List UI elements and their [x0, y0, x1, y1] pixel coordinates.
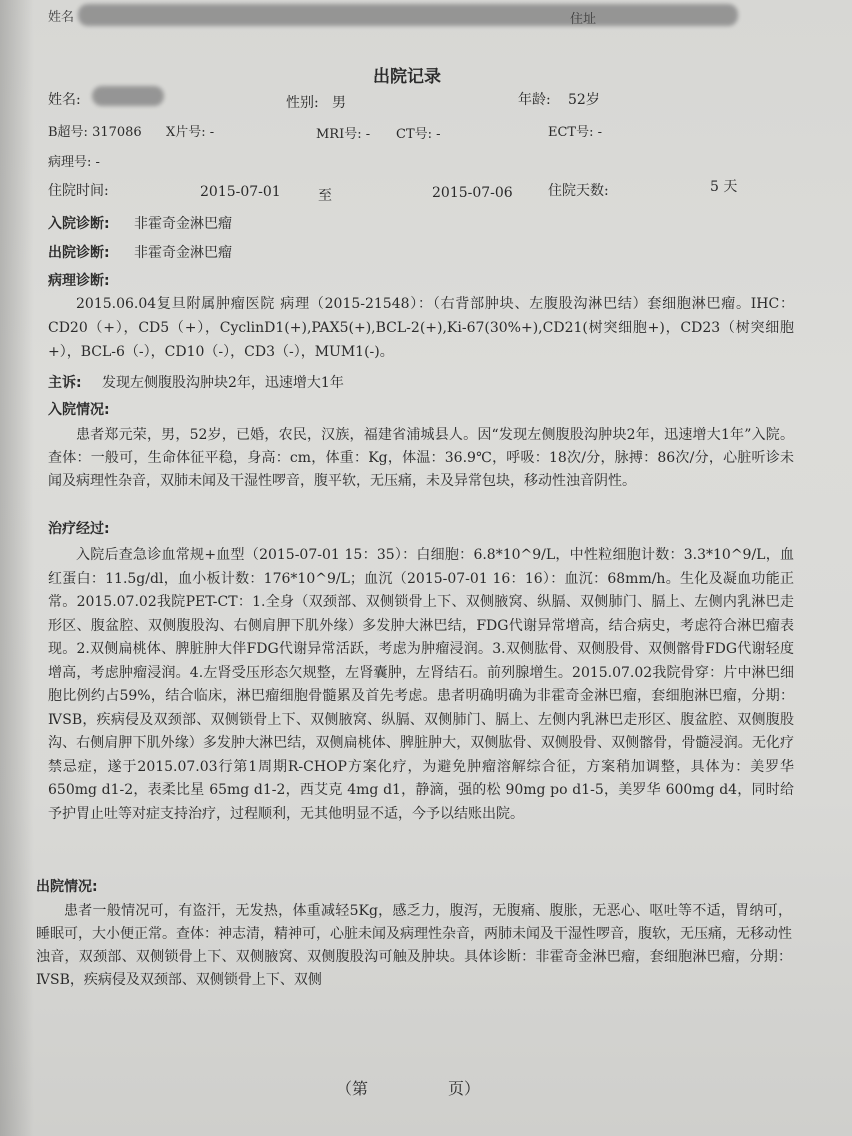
sex-value: 男	[332, 95, 346, 111]
pathology-id: 病理号: -	[48, 155, 100, 170]
admission-diagnosis-label: 入院诊断:	[48, 216, 110, 232]
admission-status-text: 患者郑元荣，男，52岁，已婚，农民，汉族，福建省浦城县人。因“发现左侧腹股沟肿块2年，迅速增大1年”入院。查体：一般可，生命体征平稳，身高：cm，体重：Kg，体温：36.9℃，呼吸：18次/分，脉搏：86次/分，心脏听诊未闻及病理性杂音，双肺未闻及干湿性啰音，腹平软，无压痛，未及异常包块，移动性浊音阴性。	[48, 427, 794, 489]
treatment-text: 入院后查急诊血常规+血型（2015-07-01 15：35）：白细胞：6.8*10^9/L，中性粒细胞计数：3.3*10^9/L，血红蛋白：11.5g/dl，血小板计数：176*10^9/L；血沉（2015-07-01 16：16）：血沉：68mm/h。生化及凝血功能正常。2015.07.02我院PET-CT：1.全身（双颈部、双侧锁骨上下、双侧腋窝、纵膈、双侧肺门、膈上、左侧内乳淋巴走形区、腹盆腔、双侧腹股沟、右侧肩胛下肌外缘）多发肿大淋巴结，FDG代谢异常增高，结合病史，考虑符合淋巴瘤表现。2.双侧扁桃体、脾脏肿大伴FDG代谢异常活跃，考虑为肿瘤浸润。3.双侧肱骨、双侧股骨、双侧髂骨FDG代谢轻度增高，考虑肿瘤浸润。4.左肾受压形态欠规整，左肾囊肿，左肾结石。前列腺增生。2015.07.02我院骨穿：片中淋巴细胞比例约占59%，结合临床，淋巴瘤细胞骨髓累及首先考虑。患者明确明确为非霍奇金淋巴瘤，套细胞淋巴瘤，分期：ⅣSB，疾病侵及双颈部、双侧锁骨上下、双侧腋窝、纵膈、双侧肺门、膈上、左侧内乳淋巴走形区、腹盆腔、双侧腹股沟、右侧肩胛下肌外缘）多发肿大淋巴结，双侧扁桃体、脾脏肿大，双侧肱骨、双侧股骨、双侧髂骨，骨髓浸润。无化疗禁忌症，遂于2015.07.03行第1周期R-CHOP方案化疗，为避免肿瘤溶解综合征，方案稍加调整，具体为：美罗华 650mg d1-2，表柔比星 65mg d1-2，西艾克 4mg d1，静滴，强的松 90mg po d1-5，美罗华 600mg d4，同时给予护胃止吐等对症支持治疗，过程顺利，无其他明显不适，今予以结账出院。	[48, 547, 794, 822]
top-name-label: 姓名	[48, 10, 75, 25]
treatment-label: 治疗经过:	[48, 521, 110, 537]
stay-label: 住院时间:	[48, 183, 109, 199]
pathology-diagnosis-label: 病理诊断:	[48, 273, 110, 289]
page-number-right: 页）	[448, 1079, 481, 1098]
chief-complaint-value: 发现左侧腹股沟肿块2年，迅速增大1年	[102, 375, 344, 391]
redacted-name	[92, 86, 164, 106]
age-value: 52岁	[568, 92, 600, 108]
redacted-top-line	[78, 4, 738, 26]
ect-id: ECT号: -	[548, 125, 603, 140]
scan-shadow	[0, 0, 34, 1136]
admission-diagnosis-value: 非霍奇金淋巴瘤	[134, 216, 232, 232]
xray-id: X片号: -	[166, 125, 215, 140]
discharge-status-text: 患者一般情况可，有盗汗，无发热，体重减轻5Kg，感乏力，腹泻，无腹痛、腹胀，无恶心、呕吐等不适，胃纳可，睡眠可，大小便正常。查体：神志清，精神可，心脏未闻及病理性杂音，两肺未闻及干湿性啰音，腹软，无压痛，无移动性浊音，双颈部、双侧锁骨上下、双侧腋窝、双侧腹股沟可触及肿块。具体诊断：非霍奇金淋巴瘤，套细胞淋巴瘤，分期：ⅣSB，疾病侵及双颈部、双侧锁骨上下、双侧	[36, 903, 792, 988]
admission-status-label: 入院情况:	[48, 402, 110, 418]
age-label: 年龄:	[518, 92, 551, 108]
pathology-diagnosis-text: 2015.06.04复旦附属肿瘤医院 病理（2015-21548）：（右背部肿块、左腹股沟淋巴结）套细胞淋巴瘤。IHC：CD20（+），CD5（+），CyclinD1(+),PAX5(+),BCL-2(+),Ki-67(30%+),CD21(树突细胞+)，CD23（树突细胞+），BCL-6（-），CD10（-），CD3（-），MUM1(-)。	[48, 296, 794, 360]
discharge-status-label: 出院情况:	[36, 879, 98, 895]
sex-label: 性别:	[286, 95, 319, 111]
stay-end: 2015-07-06	[432, 185, 513, 201]
top-address-label: 住址	[570, 12, 597, 27]
mri-id: MRI号: -	[316, 127, 371, 142]
name-label: 姓名:	[48, 92, 81, 108]
discharge-diagnosis-value: 非霍奇金淋巴瘤	[134, 245, 232, 261]
stay-days-label: 住院天数:	[548, 183, 609, 199]
discharge-diagnosis-label: 出院诊断:	[48, 245, 110, 261]
b-ultrasound-id: B超号: 317086	[48, 125, 142, 140]
stay-to: 至	[318, 188, 332, 204]
ct-id: CT号: -	[396, 127, 441, 142]
stay-start: 2015-07-01	[200, 184, 281, 200]
page-title: 出院记录	[373, 67, 441, 87]
chief-complaint-label: 主诉:	[48, 375, 82, 391]
stay-days-value: 5 天	[710, 179, 738, 195]
page-number-left: （第	[336, 1079, 369, 1098]
